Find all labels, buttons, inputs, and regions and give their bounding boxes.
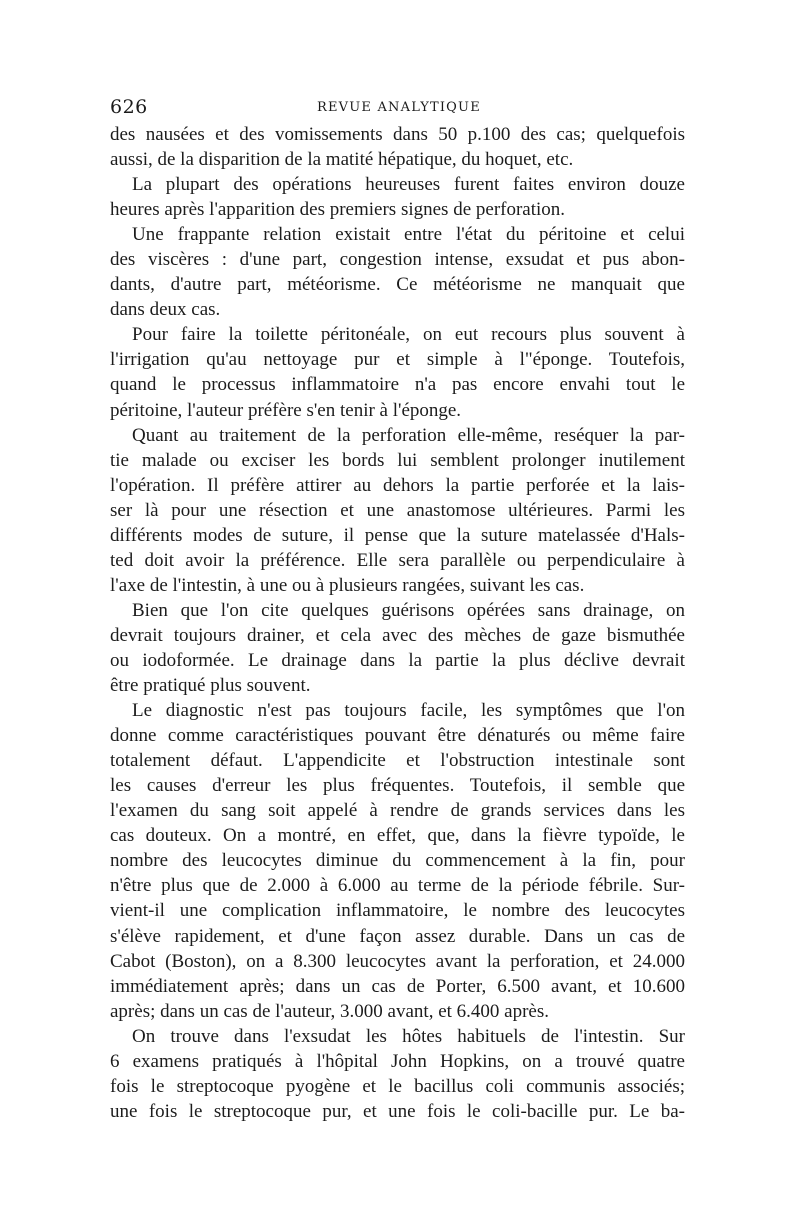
text-line: quand le processus inflammatoire n'a pas encore envahi tout le (110, 374, 685, 396)
text-line: Pour faire la toilette péritonéale, on eut recours plus souvent à (132, 324, 685, 346)
text-line: l'opération. Il préfère attirer au dehors la partie perforée et la lais- (110, 474, 685, 496)
text-line: Cabot (Boston), on a 8.300 leucocytes avant la perforation, et 24.000 (110, 950, 685, 972)
text-line: Une frappante relation existait entre l'état du péritoine et celui (132, 224, 685, 246)
text-line: nombre des leucocytes diminue du commencement à la fin, pour (110, 850, 685, 872)
text-line: donne comme caractéristiques pouvant être dénaturés ou même faire (110, 725, 685, 747)
text-line: tie malade ou exciser les bords lui semblent prolonger inutilement (110, 449, 685, 471)
text-line: être pratiqué plus souvent. (110, 675, 311, 697)
text-line: Bien que l'on cite quelques guérisons opérées sans drainage, on (132, 599, 685, 621)
text-line: ser là pour une résection et une anastomose ultérieures. Parmi les (110, 499, 685, 521)
text-line: La plupart des opérations heureuses furent faites environ douze (132, 174, 685, 196)
text-line: totalement défaut. L'appendicite et l'obstruction intestinale sont (110, 750, 685, 772)
text-line: les causes d'erreur les plus fréquentes. Toutefois, il semble que (110, 775, 685, 797)
text-line: des viscères : d'une part, congestion intense, exsudat et pus abon- (110, 249, 685, 271)
text-line: péritoine, l'auteur préfère s'en tenir à l'éponge. (110, 399, 462, 421)
text-line: ou iodoformée. Le drainage dans la partie la plus déclive devrait (110, 649, 685, 671)
text-line: l'irrigation qu'au nettoyage pur et simple à l"éponge. Toutefois, (110, 349, 685, 371)
text-line: Le diagnostic n'est pas toujours facile, les symptômes que l'on (132, 700, 685, 722)
text-line: l'axe de l'intestin, à une ou à plusieurs rangées, suivant les cas. (110, 574, 585, 596)
running-title: REVUE ANALYTIQUE (317, 100, 481, 115)
text-line: heures après l'apparition des premiers signes de perforation. (110, 199, 566, 221)
text-line: fois le streptocoque pyogène et le bacillus coli communis associés; (110, 1075, 685, 1097)
text-line: dans deux cas. (110, 299, 221, 321)
text-line: une fois le streptocoque pur, et une fois le coli-bacille pur. Le ba- (110, 1100, 685, 1122)
text-line: n'être plus que de 2.000 à 6.000 au terme de la période fébrile. Sur- (110, 875, 685, 897)
text-line: des nausées et des vomissements dans 50 p.100 des cas; quelquefois (110, 124, 685, 145)
body-text (110, 122, 685, 1124)
text-line: devrait toujours drainer, et cela avec des mèches de gaze bismuthée (110, 624, 685, 646)
text-line: s'élève rapidement, et d'une façon assez durable. Dans un cas de (110, 925, 685, 947)
text-line: différents modes de suture, il pense que la suture matelassée d'Hals- (110, 524, 685, 546)
text-line: dants, d'autre part, météorisme. Ce météorisme ne manquait que (110, 274, 685, 296)
page-header (110, 96, 685, 122)
text-line: après; dans un cas de l'auteur, 3.000 avant, et 6.400 après. (110, 1000, 549, 1022)
text-line: 6 examens pratiqués à l'hôpital John Hopkins, on a trouvé quatre (110, 1050, 685, 1072)
text-line: ted doit avoir la préférence. Elle sera parallèle ou perpendiculaire à (110, 549, 685, 571)
text-line: On trouve dans l'exsudat les hôtes habituels de l'intestin. Sur (132, 1025, 685, 1047)
page-number: 626 (110, 96, 148, 118)
text-line: Quant au traitement de la perforation elle-même, reséquer la par- (132, 424, 685, 446)
text-line: immédiatement après; dans un cas de Porter, 6.500 avant, et 10.600 (110, 975, 685, 997)
text-line: vient-il une complication inflammatoire, le nombre des leucocytes (110, 900, 685, 922)
text-line: l'examen du sang soit appelé à rendre de grands services dans les (110, 800, 685, 822)
text-line: cas douteux. On a montré, en effet, que, dans la fièvre typoïde, le (110, 825, 685, 847)
text-line: aussi, de la disparition de la matité hépatique, du hoquet, etc. (110, 149, 574, 171)
